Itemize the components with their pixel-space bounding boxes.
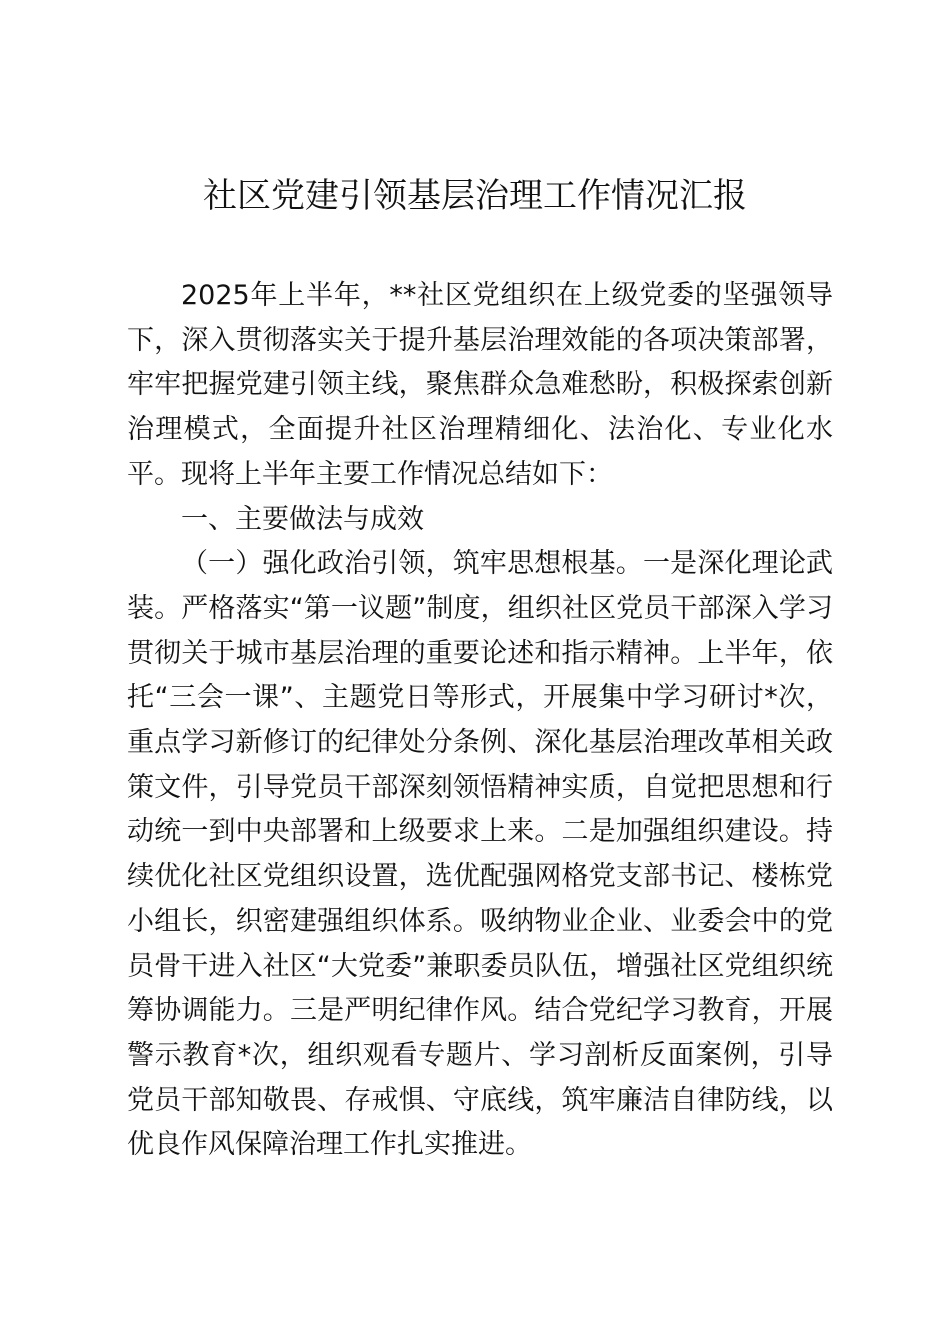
section-heading: 一、主要做法与成效 <box>181 503 424 535</box>
subsection-paragraph <box>127 542 833 1168</box>
document-title: 社区党建引领基层治理工作情况汇报 <box>203 176 747 216</box>
document-body <box>127 274 833 1168</box>
subsection-text: 一是深化理论武装。严格落实“第一议题”制度，组织社区党员干部深入学习贯彻关于城市基层治理的重要论述和指示精神。上半年，依托“三会一课”、主题党日等形式，开展集中学习研讨*次，重点学习新修订的纪律处分条例、深化基层治理改革相关政策文件，引导党员干部深刻领悟精神实质，自觉把思想和行动统一到中央部署和上级要求上来。二是加强组织建设。持续优化社区党组织设置，选优配强网格党支部书记、楼栋党小组长，织密建强组织体系。吸纳物业企业、业委会中的党员骨干进入社区“大党委”兼职委员队伍，增强社区党组织统筹协调能力。三是严明纪律作风。结合党纪学习教育，开展警示教育*次，组织观看专题片、学习剖析反面案例，引导党员干部知敬畏、存戒惧、守底线，筑牢廉洁自律防线，以优良作风保障治理工作扎实推进。 <box>127 548 834 1161</box>
subsection-lead: （一）强化政治引领，筑牢思想根基。 <box>181 548 643 580</box>
intro-paragraph: 2025年上半年，**社区党组织在上级党委的坚强领导下，深入贯彻落实关于提升基层治理效能的各项决策部署，牢牢把握党建引领主线，聚焦群众急难愁盼，积极探索创新治理模式，全面提升社区治理精细化、法治化、专业化水平。现将上半年主要工作情况总结如下： <box>127 280 833 490</box>
